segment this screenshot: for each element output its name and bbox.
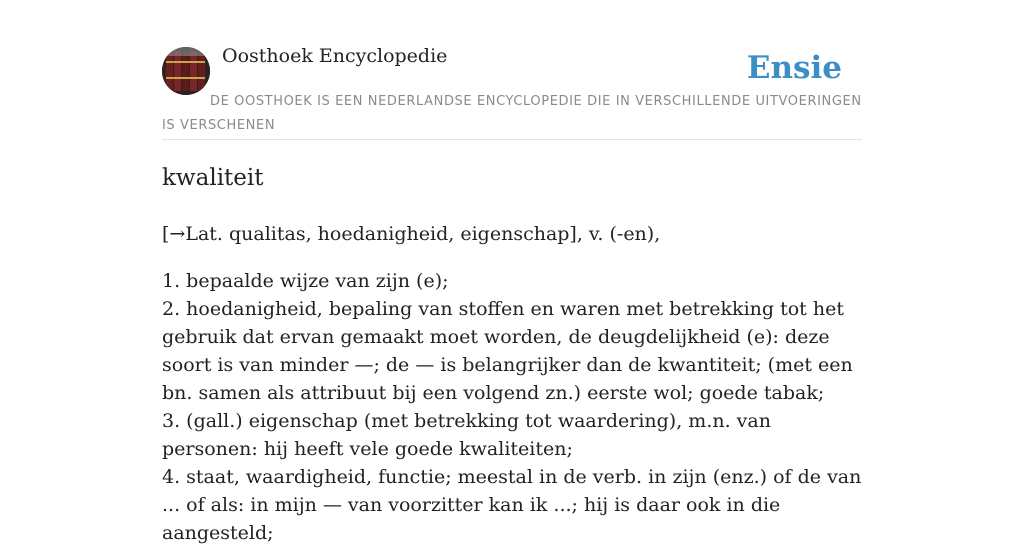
entry-title: kwaliteit	[162, 165, 264, 191]
entry-etymology: [→Lat. qualitas, hoedanigheid, eigenschap], v. (-en),	[162, 223, 661, 245]
sense-item: 4. staat, waardigheid, functie; meestal in de verb. in zijn (enz.) of de van ... of als: in mijn — van voorzitter kan ik ...; hij is daar ook in die aangesteld;	[162, 466, 862, 544]
sense-item: 1. bepaalde wijze van zijn (e);	[162, 270, 449, 292]
sense-item: 3. (gall.) eigenschap (met betrekking tot waardering), m.n. van personen: hij heeft vele goede kwaliteiten;	[162, 410, 771, 460]
entry-senses	[162, 267, 862, 547]
brand-logo[interactable]: Ensie	[746, 50, 842, 86]
sense-item: 2. hoedanigheid, bepaling van stoffen en waren met betrekking tot het gebruik dat ervan gemaakt moet worden, de deugdelijkheid (e): deze soort is van minder —; de — is belangrijker dan de kwantiteit; (met een bn. samen als attribuut bij een volgend zn.) eerste wol; goede tabak;	[162, 298, 853, 404]
site-title[interactable]: Oosthoek Encyclopedie	[222, 45, 448, 67]
site-header	[162, 0, 862, 140]
encyclopedia-books-icon[interactable]	[162, 47, 210, 95]
entry-content	[162, 140, 862, 547]
page-container	[162, 0, 862, 547]
site-subtitle: DE OOSTHOEK IS EEN NEDERLANDSE ENCYCLOPEDIE DIE IN VERSCHILLENDE UITVOERINGEN IS VERSCHENEN	[162, 94, 862, 133]
